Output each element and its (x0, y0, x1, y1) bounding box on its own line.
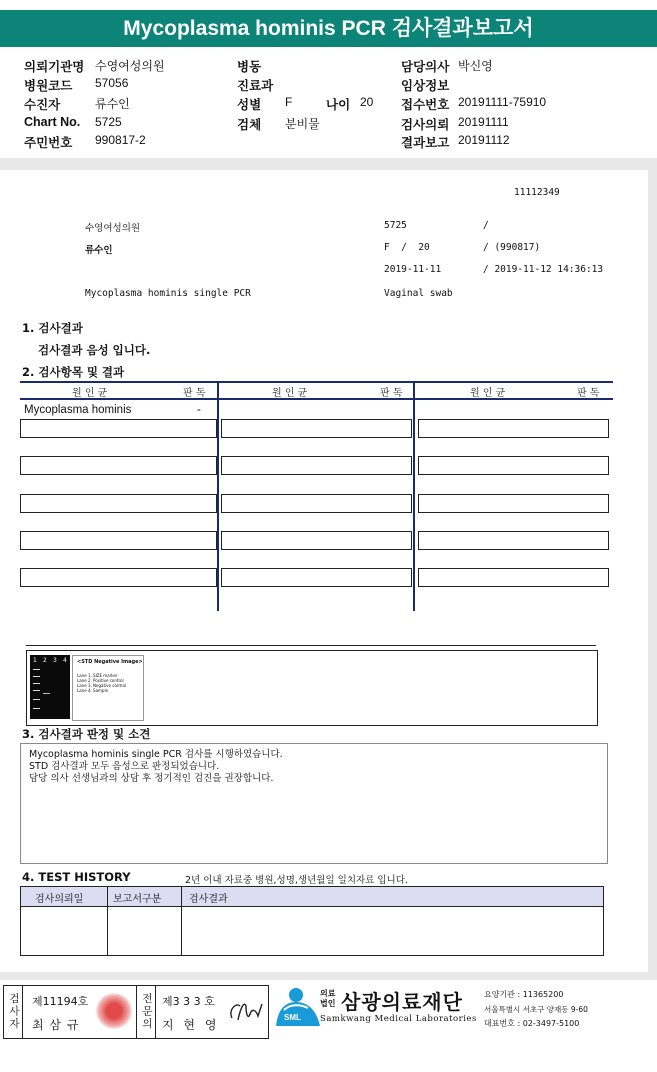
col-organism-3: 원 인 균 (470, 388, 506, 399)
report-chart: 5725 (384, 220, 407, 231)
col-judge-3: 판 독 (577, 388, 600, 399)
hospital-code-label: 병원코드 (24, 79, 73, 93)
result-cell (418, 494, 609, 513)
history-header-report-type: 보고서구분 (113, 894, 162, 905)
table-row-judge: - (197, 404, 201, 416)
opinion-line: 담당 의사 선생님과의 상담 후 정기적인 검진을 권장합니다. (29, 773, 274, 784)
patient-label: 수진자 (24, 98, 61, 112)
sml-logo (272, 986, 324, 1030)
doctor-value: 박신영 (458, 59, 493, 73)
doctor-label: 담당의사 (401, 60, 450, 74)
section-2-title: 2. 검사항목 및 결과 (22, 365, 125, 379)
patient-value: 류수인 (95, 97, 130, 111)
result-cell (221, 494, 412, 513)
org-name-en: Samkwang Medical Laboratories (320, 1014, 477, 1024)
gel-legend-item: Lane 3. Negative control (77, 683, 127, 688)
address: 서울특별시 서초구 양재동 9-60 (484, 1005, 588, 1014)
col-organism-2: 원 인 균 (272, 388, 308, 399)
report-title: Mycoplasma hominis PCR 검사결과보고서 (0, 10, 657, 47)
gel-lane-label: 4 (63, 657, 67, 664)
section-4-title: 4. TEST HISTORY (22, 870, 131, 884)
report-report-date: / 2019-11-12 14:36:13 (483, 264, 604, 275)
result-cell (418, 419, 609, 438)
sml-logo-icon (272, 986, 324, 1030)
gel-lane-label: 2 (43, 657, 47, 664)
resident-no-label: 주민번호 (24, 136, 73, 150)
result-cell (20, 568, 217, 587)
header-divider (0, 158, 657, 170)
specimen-label: 검체 (237, 118, 262, 132)
gel-legend-item: Lane 2. Positive control (77, 678, 124, 683)
history-header-result: 검사결과 (189, 894, 228, 905)
gel-legend-title: <STD Negative Image> (77, 659, 143, 665)
sex-value: F (285, 95, 293, 109)
doctor-tag: 전문의 (136, 986, 156, 1038)
result-cell (221, 456, 412, 475)
gel-band (33, 676, 40, 677)
results-table-top-rule (20, 381, 613, 383)
gel-band (33, 690, 40, 691)
org-type-small-1: 의료 (320, 989, 336, 998)
result-cell (418, 531, 609, 550)
care-institution-no: 요양기관 : 11365200 (484, 990, 564, 999)
result-cell (20, 531, 217, 550)
resident-no-value: 990817-2 (95, 133, 146, 147)
report-date-value: 20191112 (458, 133, 510, 147)
specimen-value: 분비물 (285, 117, 320, 131)
footer-divider (0, 972, 657, 980)
result-cell (418, 456, 609, 475)
result-cell (20, 419, 217, 438)
gel-rule (26, 645, 596, 646)
clinical-info-label: 임상정보 (401, 79, 450, 93)
section-3-title: 3. 검사결과 판정 및 소견 (22, 727, 151, 741)
sml-logo-text: SML (284, 1013, 301, 1022)
report-test-name: Mycoplasma hominis single PCR (85, 288, 251, 299)
doctor-signature-icon (226, 996, 264, 1028)
report-birth: / (990817) (483, 242, 541, 253)
report-code: 11112349 (514, 187, 560, 198)
history-note: 2년 이내 자료중 병원,성명,생년월일 일치자료 입니다. (185, 875, 408, 886)
chart-label: Chart No. (24, 115, 81, 129)
gel-band (33, 683, 40, 684)
gel-band (33, 699, 40, 700)
gel-band (33, 669, 40, 670)
report-slash: / (483, 220, 489, 231)
receipt-no-value: 20191111-75910 (458, 95, 547, 109)
result-cell (418, 568, 609, 587)
history-col-divider (181, 887, 182, 955)
col-judge-1: 판 독 (183, 388, 206, 399)
dept-label: 진료과 (237, 79, 274, 93)
gel-legend-item: Lane 4. Sample (77, 688, 109, 693)
gel-legend (72, 655, 144, 721)
request-date-value: 20191111 (458, 115, 509, 129)
report-date-label: 결과보고 (401, 136, 450, 150)
gel-band (33, 708, 40, 709)
lab-tag: 검사자 (4, 986, 23, 1038)
hospital-label: 의뢰기관명 (24, 60, 85, 74)
hospital-code-value: 57056 (95, 76, 129, 90)
age-label: 나이 (326, 98, 351, 112)
result-cell (221, 419, 412, 438)
gel-lane-label: 3 (53, 657, 57, 664)
report-request-date: 2019-11-11 (384, 264, 442, 275)
history-col-divider (107, 887, 108, 955)
org-type-small-2: 법인 (320, 999, 336, 1008)
sex-label: 성별 (237, 98, 262, 112)
section-1-result: 검사결과 음성 입니다. (38, 343, 151, 357)
col-judge-2: 판 독 (380, 388, 403, 399)
receipt-no-label: 접수번호 (401, 98, 450, 112)
report-hospital: 수영여성의원 (85, 223, 141, 234)
opinion-line: STD 검사결과 모두 음성으로 판정되었습니다. (29, 761, 220, 772)
signature-box (3, 985, 269, 1039)
results-table-header-rule (20, 398, 613, 400)
history-table (20, 886, 604, 956)
result-cell (221, 568, 412, 587)
results-table-divider-2 (413, 383, 415, 611)
history-header-row (21, 887, 603, 907)
result-cell (20, 494, 217, 513)
age-value: 20 (360, 95, 374, 109)
request-date-label: 검사의뢰 (401, 118, 450, 132)
gel-legend-item: Lane 1. SIZE marker (77, 673, 118, 678)
gel-band (43, 693, 50, 694)
ward-label: 병동 (237, 60, 262, 74)
org-name: 삼광의료재단 (341, 990, 463, 1014)
hospital-value: 수영여성의원 (95, 59, 165, 73)
col-organism-1: 원 인 균 (72, 388, 108, 399)
chart-value: 5725 (95, 115, 122, 129)
gel-image (30, 655, 70, 719)
history-header-request-date: 검사의뢰일 (35, 894, 84, 905)
doctor-name: 지 현 영 (162, 1018, 220, 1032)
report-specimen: Vaginal swab (384, 288, 453, 299)
doctor-license-no: 제3 3 3 호 (162, 995, 215, 1008)
opinion-box (20, 743, 608, 864)
lab-license-no: 제11194호 (32, 995, 89, 1008)
result-cell (221, 531, 412, 550)
gel-lane-label: 1 (33, 657, 37, 664)
lab-name: 최 삼 규 (32, 1018, 80, 1032)
section-1-title: 1. 검사결과 (22, 321, 83, 335)
report-patient: 류수인 (85, 245, 113, 256)
opinion-line: Mycoplasma hominis single PCR 검사를 시행하였습니다. (29, 749, 283, 760)
result-cell (20, 456, 217, 475)
report-sex-age: F / 20 (384, 242, 430, 253)
results-table-divider-1 (217, 383, 219, 611)
seal-stamp (96, 993, 132, 1029)
phone-number: 대표번호 : 02-3497-5100 (484, 1019, 580, 1028)
page-edge-shadow (648, 170, 657, 972)
table-row-organism: Mycoplasma hominis (24, 404, 132, 416)
